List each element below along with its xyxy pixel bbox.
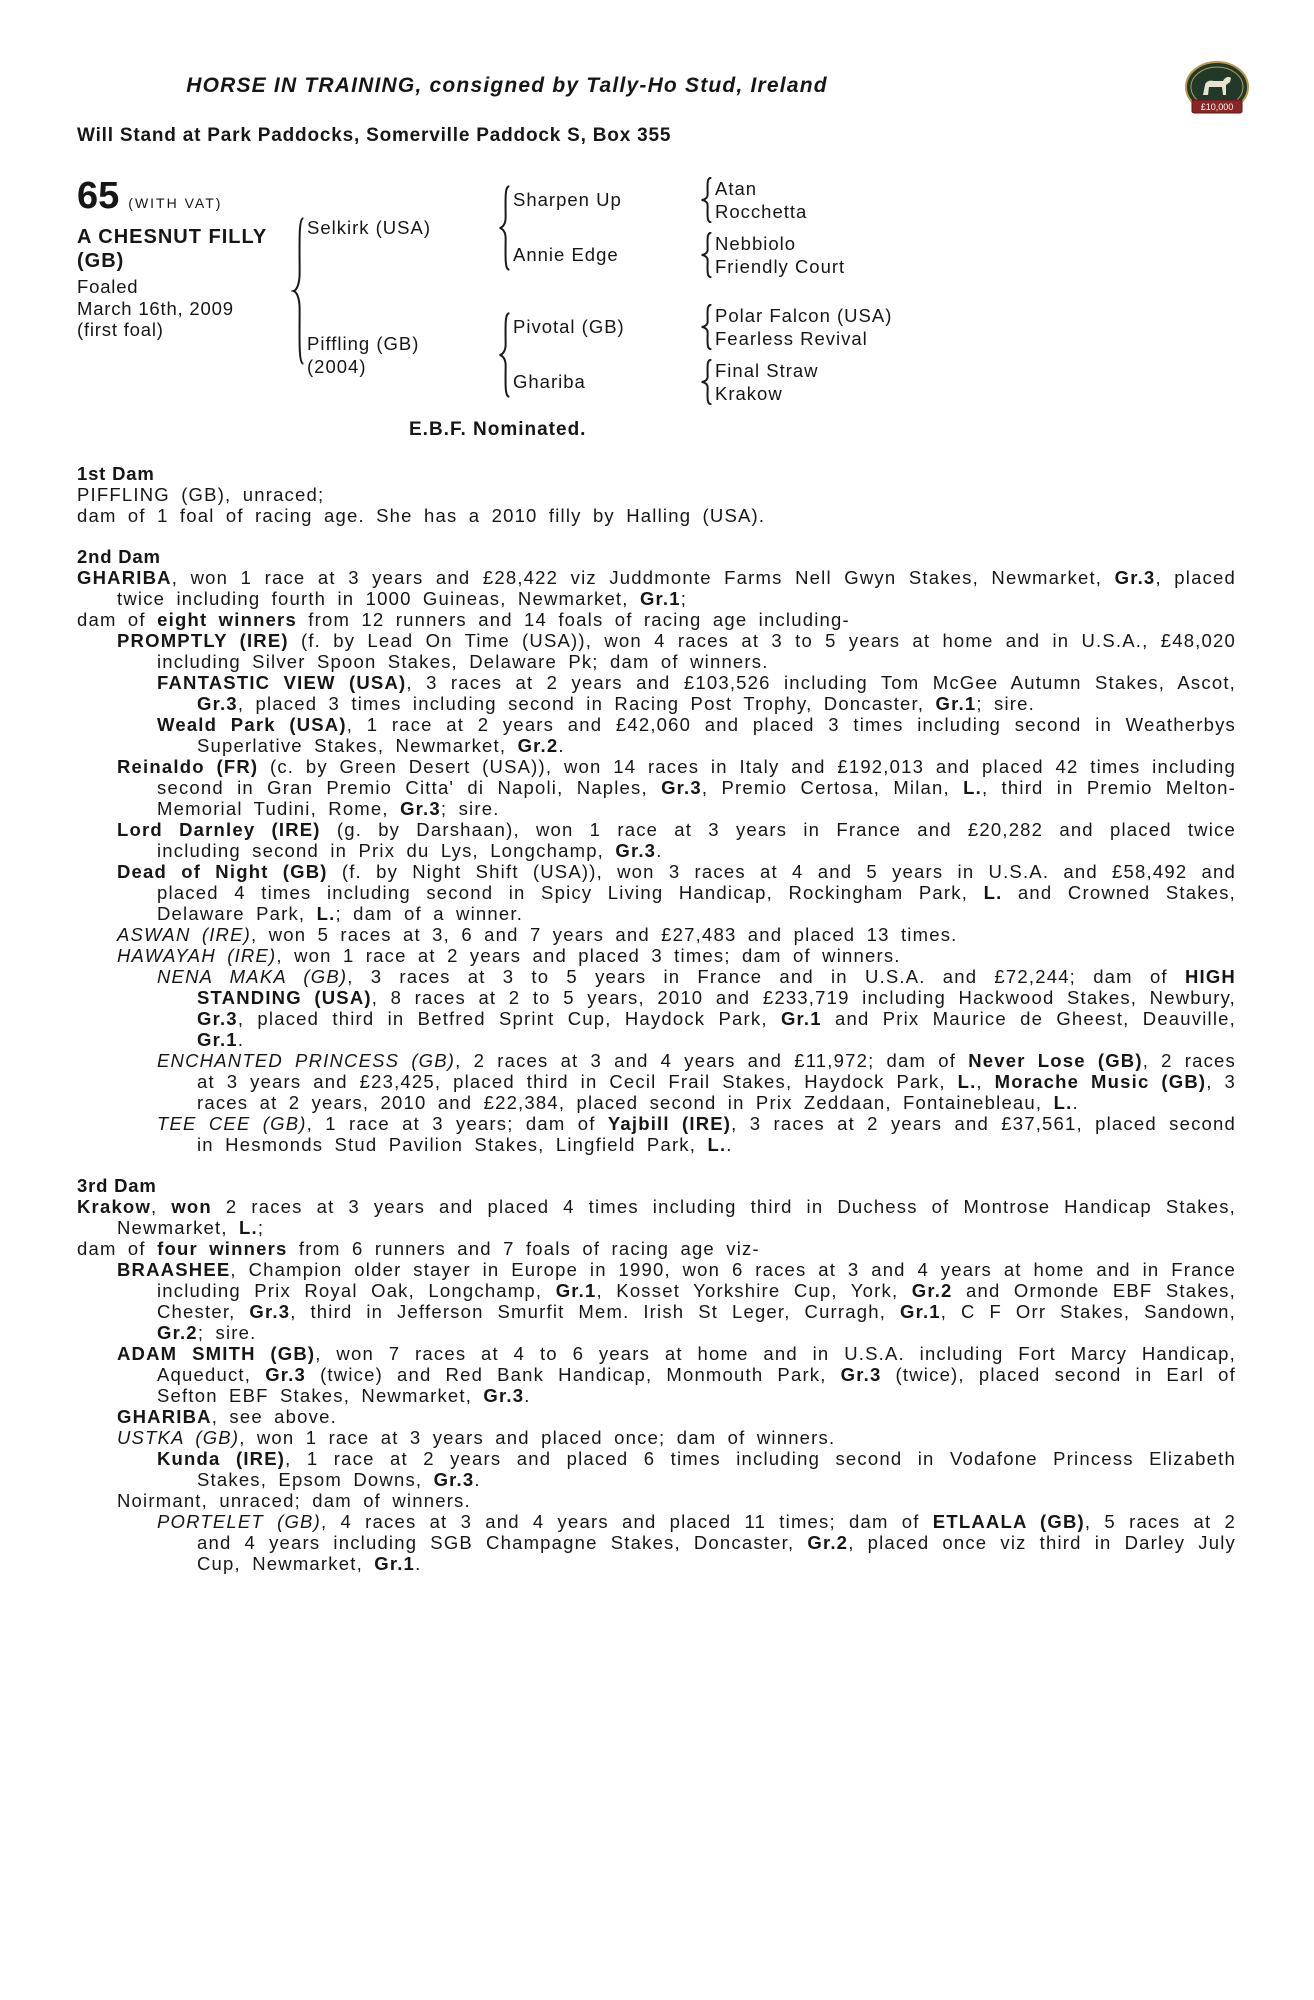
pedigree-paragraph xyxy=(77,819,1236,861)
text-segment: , 1 race at 3 years; dam of xyxy=(306,1113,608,1134)
lot-number-row xyxy=(77,177,289,215)
section-heading: 2nd Dam xyxy=(77,546,161,567)
text-segment: (f. by Lead On Time (USA)), won 4 races at 3 to 5 years at home and in U.S.A., £48,020 including Silver Spoon Stakes, Delaware Pk; dam of winners. xyxy=(157,630,1236,672)
text-segment: ; sire. xyxy=(976,693,1035,714)
dam-section xyxy=(77,463,1236,526)
text-segment: Gr.1 xyxy=(780,1008,822,1029)
pedigree-grandparent xyxy=(513,177,1236,223)
text-segment: L. xyxy=(239,1217,258,1238)
section-heading: 3rd Dam xyxy=(77,1175,157,1196)
text-segment: Gr.3 xyxy=(400,798,441,819)
foaling-details xyxy=(77,276,289,341)
text-segment: , Kosset Yorkshire Cup, York, xyxy=(596,1280,912,1301)
text-segment: , placed twice including fourth in 1000 Guineas, Newmarket, xyxy=(117,567,1236,609)
text-segment: Gr.1 xyxy=(197,1029,238,1050)
dam-section xyxy=(77,546,1236,1155)
text-segment: ; sire. xyxy=(197,1322,257,1343)
parents-column xyxy=(307,177,1236,405)
text-segment: Gr.3 xyxy=(1114,567,1156,588)
text-segment: four winners xyxy=(157,1238,288,1259)
text-segment: ADAM SMITH (GB) xyxy=(117,1343,316,1364)
page-title: HORSE IN TRAINING, consigned by Tally-Ho Stud, Ireland xyxy=(186,74,828,97)
yearling-bonus-logo-graphic xyxy=(1184,60,1250,120)
text-segment: , 2 races at 3 years and £23,425, placed third in Cecil Frail Stakes, Haydock Park, xyxy=(197,1050,1236,1092)
text-segment: Yajbill (IRE) xyxy=(607,1113,732,1134)
pedigree-paragraph xyxy=(77,1196,1236,1238)
text-segment: Gr.3 xyxy=(433,1469,475,1490)
lot-description-line2: (GB) xyxy=(77,250,125,272)
text-segment: L. xyxy=(316,903,336,924)
pedigree-parent xyxy=(307,304,1236,405)
text-segment: . xyxy=(524,1385,531,1406)
brace-glyph xyxy=(699,304,714,350)
text-segment: L. xyxy=(957,1071,977,1092)
pedigree-text xyxy=(77,463,1236,1574)
pedigree-tree xyxy=(289,177,1236,405)
text-segment: Gr.3 xyxy=(197,1008,238,1029)
grandparents-column xyxy=(513,304,1236,405)
text-segment: ; dam of a winner. xyxy=(335,903,524,924)
text-segment: 2 races at 3 years and placed 4 times including third in Duchess of Montrose Handicap Stakes, Newmarket, xyxy=(117,1196,1236,1238)
pedigree-paragraph xyxy=(77,1427,1236,1448)
grandparent-name: Ghariba xyxy=(513,371,586,392)
brace-glyph xyxy=(497,312,512,398)
great-grandparent-name: Final Straw xyxy=(715,360,819,381)
text-segment: (twice), placed second in Earl of Sefton EBF Stakes, Newmarket, xyxy=(157,1364,1236,1406)
pedigree-brace xyxy=(697,232,715,278)
text-segment: Gr.3 xyxy=(249,1301,291,1322)
pedigree-paragraph xyxy=(77,756,1236,819)
text-segment: . xyxy=(1072,1092,1079,1113)
text-segment: and Prix Maurice de Gheest, Deauville, xyxy=(821,1008,1236,1029)
text-segment: , third in Premio Melton-Memorial Tudini, Rome, xyxy=(157,777,1236,819)
text-segment: Gr.1 xyxy=(374,1553,416,1574)
pedigree-paragraph xyxy=(77,714,1236,756)
pedigree-paragraph xyxy=(77,924,1236,945)
text-segment: Lord Darnley (IRE) xyxy=(117,819,321,840)
text-segment: . xyxy=(726,1134,733,1155)
foal-note: (first foal) xyxy=(77,319,164,340)
text-segment: eight winners xyxy=(157,609,297,630)
brace-glyph xyxy=(291,216,306,366)
pedigree-paragraph xyxy=(77,1050,1236,1113)
text-segment: , won 7 races at 4 to 6 years at home and in U.S.A. including Fort Marcy Handicap, Aqueduct, xyxy=(157,1343,1236,1385)
text-segment: , won 5 races at 3, 6 and 7 years and £27,483 and placed 13 times. xyxy=(251,924,958,945)
text-segment: , placed 3 times including second in Racing Post Trophy, Doncaster, xyxy=(237,693,936,714)
text-segment: FANTASTIC VIEW (USA) xyxy=(157,672,407,693)
text-segment: , 8 races at 2 to 5 years, 2010 and £233,719 including Hackwood Stakes, Newbury, xyxy=(371,987,1237,1008)
brace-glyph xyxy=(699,232,714,278)
pedigree-paragraph xyxy=(77,1238,1236,1259)
text-segment: Gr.1 xyxy=(555,1280,597,1301)
text-segment: , 3 races at 2 years and £103,526 including Tom McGee Autumn Stakes, Ascot, xyxy=(406,672,1237,693)
brace-glyph xyxy=(699,177,714,223)
section-heading: 1st Dam xyxy=(77,463,155,484)
text-segment: (twice) and Red Bank Handicap, Monmouth Park, xyxy=(306,1364,841,1385)
text-segment: HIGH STANDING (USA) xyxy=(197,966,1236,1008)
parent-name-line: Selkirk (USA) xyxy=(307,217,432,238)
text-segment: PORTELET (GB) xyxy=(157,1511,321,1532)
text-segment: Gr.3 xyxy=(615,840,657,861)
text-segment: , third in Jefferson Smurfit Mem. Irish St Leger, Curragh, xyxy=(290,1301,900,1322)
text-segment: from 6 runners and 7 foals of racing age viz- xyxy=(287,1238,760,1259)
text-segment: (c. by Green Desert (USA)), won 14 races in Italy and £192,013 and placed 42 times including second in Gran Premio Citta' di Napoli, Naples, xyxy=(157,756,1236,798)
pedigree-grandparent xyxy=(513,232,1236,278)
text-segment: Gr.1 xyxy=(639,588,681,609)
pedigree-paragraph xyxy=(77,567,1236,609)
text-segment: ; xyxy=(257,1217,265,1238)
great-grandparents-column xyxy=(715,177,1236,223)
text-segment: , 2 races at 3 and 4 years and £11,972; dam of xyxy=(455,1050,969,1071)
ebf-nominated: E.B.F. Nominated. xyxy=(409,419,587,440)
text-segment: Gr.3 xyxy=(483,1385,525,1406)
text-segment: , won 1 race at 2 years and placed 3 times; dam of winners. xyxy=(276,945,901,966)
dam-section xyxy=(77,1175,1236,1574)
grandparent-name: Sharpen Up xyxy=(513,189,622,210)
lot-description-line1: A CHESNUT FILLY xyxy=(77,226,268,248)
great-grandparents-column xyxy=(715,359,1236,405)
text-segment: ; sire. xyxy=(440,798,500,819)
parent-name-line: Piffling (GB) xyxy=(307,332,420,354)
text-segment: Kunda (IRE) xyxy=(157,1448,286,1469)
text-segment: ENCHANTED PRINCESS (GB) xyxy=(157,1050,456,1071)
text-segment: , placed once viz third in Darley July Cup, Newmarket, xyxy=(197,1532,1236,1574)
pedigree-paragraph xyxy=(77,1259,1236,1343)
pedigree-paragraph xyxy=(77,1490,1236,1511)
text-segment: Reinaldo (FR) xyxy=(117,756,259,777)
text-segment: L. xyxy=(983,882,1003,903)
parent-name xyxy=(307,332,495,378)
text-segment: Gr.2 xyxy=(911,1280,953,1301)
text-segment: . xyxy=(415,1553,422,1574)
great-grandparent-name: Nebbiolo xyxy=(715,233,797,254)
text-segment: Gr.3 xyxy=(265,1364,306,1385)
text-segment: , Champion older stayer in Europe in 1990, won 6 races at 3 and 4 years at home and in France including Prix Royal Oak, Longchamp, xyxy=(157,1259,1236,1301)
text-segment: ETLAALA (GB) xyxy=(932,1511,1085,1532)
lot-number: 65 xyxy=(77,175,120,217)
text-segment: HAWAYAH (IRE) xyxy=(117,945,277,966)
text-segment: and Ormonde EBF Stakes, Chester, xyxy=(157,1280,1236,1322)
text-segment: TEE CEE (GB) xyxy=(157,1113,307,1134)
text-segment: Gr.1 xyxy=(935,693,977,714)
text-segment: Gr.3 xyxy=(661,777,702,798)
text-segment: GHARIBA xyxy=(77,567,172,588)
grandparent-name: Pivotal (GB) xyxy=(513,316,625,337)
foaled-date: March 16th, 2009 xyxy=(77,297,234,319)
great-grandparent-name: Krakow xyxy=(715,383,783,404)
parent-name xyxy=(307,216,495,239)
text-segment: , see above. xyxy=(211,1406,337,1427)
text-segment: Gr.2 xyxy=(157,1322,198,1343)
great-grandparent-name: Rocchetta xyxy=(715,201,808,222)
text-segment: Gr.3 xyxy=(197,693,238,714)
great-grandparent-name: Fearless Revival xyxy=(715,328,868,349)
pedigree-paragraph xyxy=(77,609,1236,630)
text-segment: ; xyxy=(680,588,688,609)
grandparent-name: Annie Edge xyxy=(513,244,619,265)
text-segment: Morache Music (GB) xyxy=(994,1071,1207,1092)
pedigree-brace xyxy=(495,185,513,271)
text-segment: , xyxy=(976,1071,995,1092)
text-segment: , xyxy=(151,1196,172,1217)
text-segment: Gr.2 xyxy=(517,735,559,756)
text-segment: dam of 1 foal of racing age. She has a 2010 filly by Halling (USA). xyxy=(77,505,766,526)
text-segment: ASWAN (IRE) xyxy=(117,924,252,945)
grandparents-column xyxy=(513,177,1236,278)
pedigree-brace xyxy=(697,177,715,223)
text-segment: , won 1 race at 3 years and placed once; dam of winners. xyxy=(239,1427,836,1448)
text-segment: . xyxy=(558,735,565,756)
text-segment: Gr.1 xyxy=(899,1301,941,1322)
pedigree-paragraph xyxy=(77,1448,1236,1490)
foaled-label: Foaled xyxy=(77,276,139,297)
text-segment: , 1 race at 2 years and placed 6 times including second in Vodafone Princess Elizabeth Stakes, Epsom Downs, xyxy=(197,1448,1236,1490)
text-segment: Weald Park (USA) xyxy=(157,714,347,735)
yearling-bonus-logo xyxy=(1184,60,1250,120)
text-segment: Krakow xyxy=(77,1196,152,1217)
pedigree-paragraph xyxy=(77,1406,1236,1427)
text-segment: , placed third in Betfred Sprint Cup, Haydock Park, xyxy=(237,1008,781,1029)
lot-info xyxy=(77,177,289,341)
pedigree-paragraph xyxy=(77,945,1236,966)
pedigree-paragraph xyxy=(77,630,1236,672)
pedigree-parent xyxy=(307,177,1236,278)
text-segment: , C F Orr Stakes, Sandown, xyxy=(940,1301,1236,1322)
great-grandparent-name: Polar Falcon (USA) xyxy=(715,305,893,326)
pedigree-paragraph xyxy=(77,966,1236,1050)
pedigree-paragraph xyxy=(77,1511,1236,1574)
text-segment: Gr.3 xyxy=(840,1364,882,1385)
text-segment: NENA MAKA (GB) xyxy=(157,966,348,987)
text-segment: (g. by Darshaan), won 1 race at 3 years in France and £20,282 and placed twice including second in Prix du Lys, Longchamp, xyxy=(157,819,1236,861)
pedigree-paragraph xyxy=(77,505,1236,526)
great-grandparent-name: Friendly Court xyxy=(715,256,846,277)
text-segment: won xyxy=(171,1196,212,1217)
pedigree-brace xyxy=(697,304,715,350)
pedigree-block xyxy=(77,177,1236,405)
text-segment: L. xyxy=(1053,1092,1073,1113)
text-segment: . xyxy=(237,1029,245,1050)
brace-glyph xyxy=(497,185,512,271)
text-segment: dam of xyxy=(77,1238,158,1259)
pedigree-brace xyxy=(697,359,715,405)
pedigree-brace xyxy=(289,216,307,366)
text-segment: , 4 races at 3 and 4 years and placed 11 times; dam of xyxy=(320,1511,933,1532)
text-segment: GHARIBA xyxy=(117,1406,212,1427)
logo-band-text: £10,000 xyxy=(1200,102,1234,112)
pedigree-brace xyxy=(495,312,513,398)
text-segment: PIFFLING (GB), unraced; xyxy=(77,484,325,505)
pedigree-grandparent xyxy=(513,359,1236,405)
text-segment: and Crowned Stakes, Delaware Park, xyxy=(157,882,1236,924)
text-segment: Never Lose (GB) xyxy=(968,1050,1143,1071)
text-segment: dam of xyxy=(77,609,158,630)
text-segment: , 3 races at 2 years and £37,561, placed second in Hesmonds Stud Pavilion Stakes, Lingfield Park, xyxy=(197,1113,1236,1155)
great-grandparents-column xyxy=(715,232,1236,278)
text-segment: (f. by Night Shift (USA)), won 3 races at 4 and 5 years in U.S.A. and £58,492 and placed 4 times including second in Spicy Living Handicap, Rockingham Park, xyxy=(157,861,1236,903)
text-segment: , 1 race at 2 years and £42,060 and placed 3 times including second in Weatherbys Superlative Stakes, Newmarket, xyxy=(197,714,1237,756)
pedigree-paragraph xyxy=(77,861,1236,924)
text-segment: , won 1 race at 3 years and £28,422 viz Juddmonte Farms Nell Gwyn Stakes, Newmarket, xyxy=(171,567,1115,588)
text-segment: Gr.2 xyxy=(807,1532,849,1553)
text-segment: , 3 races at 2 years, 2010 and £22,384, placed second in Prix Zeddaan, Fontainebleau, xyxy=(197,1071,1236,1113)
stand-location: Will Stand at Park Paddocks, Somerville Paddock S, Box 355 xyxy=(77,125,672,146)
great-grandparents-column xyxy=(715,304,1236,350)
pedigree-paragraph xyxy=(77,484,1236,505)
text-segment: USTKA (GB) xyxy=(117,1427,240,1448)
pedigree-paragraph xyxy=(77,1343,1236,1406)
text-segment: . xyxy=(656,840,663,861)
lot-description xyxy=(77,225,289,273)
parent-name-line: (2004) xyxy=(307,355,367,377)
text-segment: PROMPTLY (IRE) xyxy=(117,630,289,651)
text-segment: BRAASHEE xyxy=(117,1259,231,1280)
text-segment: , Premio Certosa, Milan, xyxy=(701,777,964,798)
text-segment: , 5 races at 2 and 4 years including SGB Champagne Stakes, Doncaster, xyxy=(197,1511,1236,1553)
text-segment: Dead of Night (GB) xyxy=(117,861,328,882)
text-segment: L. xyxy=(963,777,982,798)
text-segment: , 3 races at 3 to 5 years in France and in U.S.A. and £72,244; dam of xyxy=(347,966,1185,987)
text-segment: L. xyxy=(707,1134,727,1155)
pedigree-paragraph xyxy=(77,1113,1236,1155)
great-grandparent-name: Atan xyxy=(715,178,758,199)
text-segment: Noirmant, unraced; dam of winners. xyxy=(117,1490,471,1511)
text-segment: . xyxy=(474,1469,481,1490)
pedigree-grandparent xyxy=(513,304,1236,350)
text-segment: from 12 runners and 14 foals of racing age including- xyxy=(296,609,850,630)
vat-note: (WITH VAT) xyxy=(128,195,223,211)
brace-glyph xyxy=(699,359,714,405)
pedigree-paragraph xyxy=(77,672,1236,714)
